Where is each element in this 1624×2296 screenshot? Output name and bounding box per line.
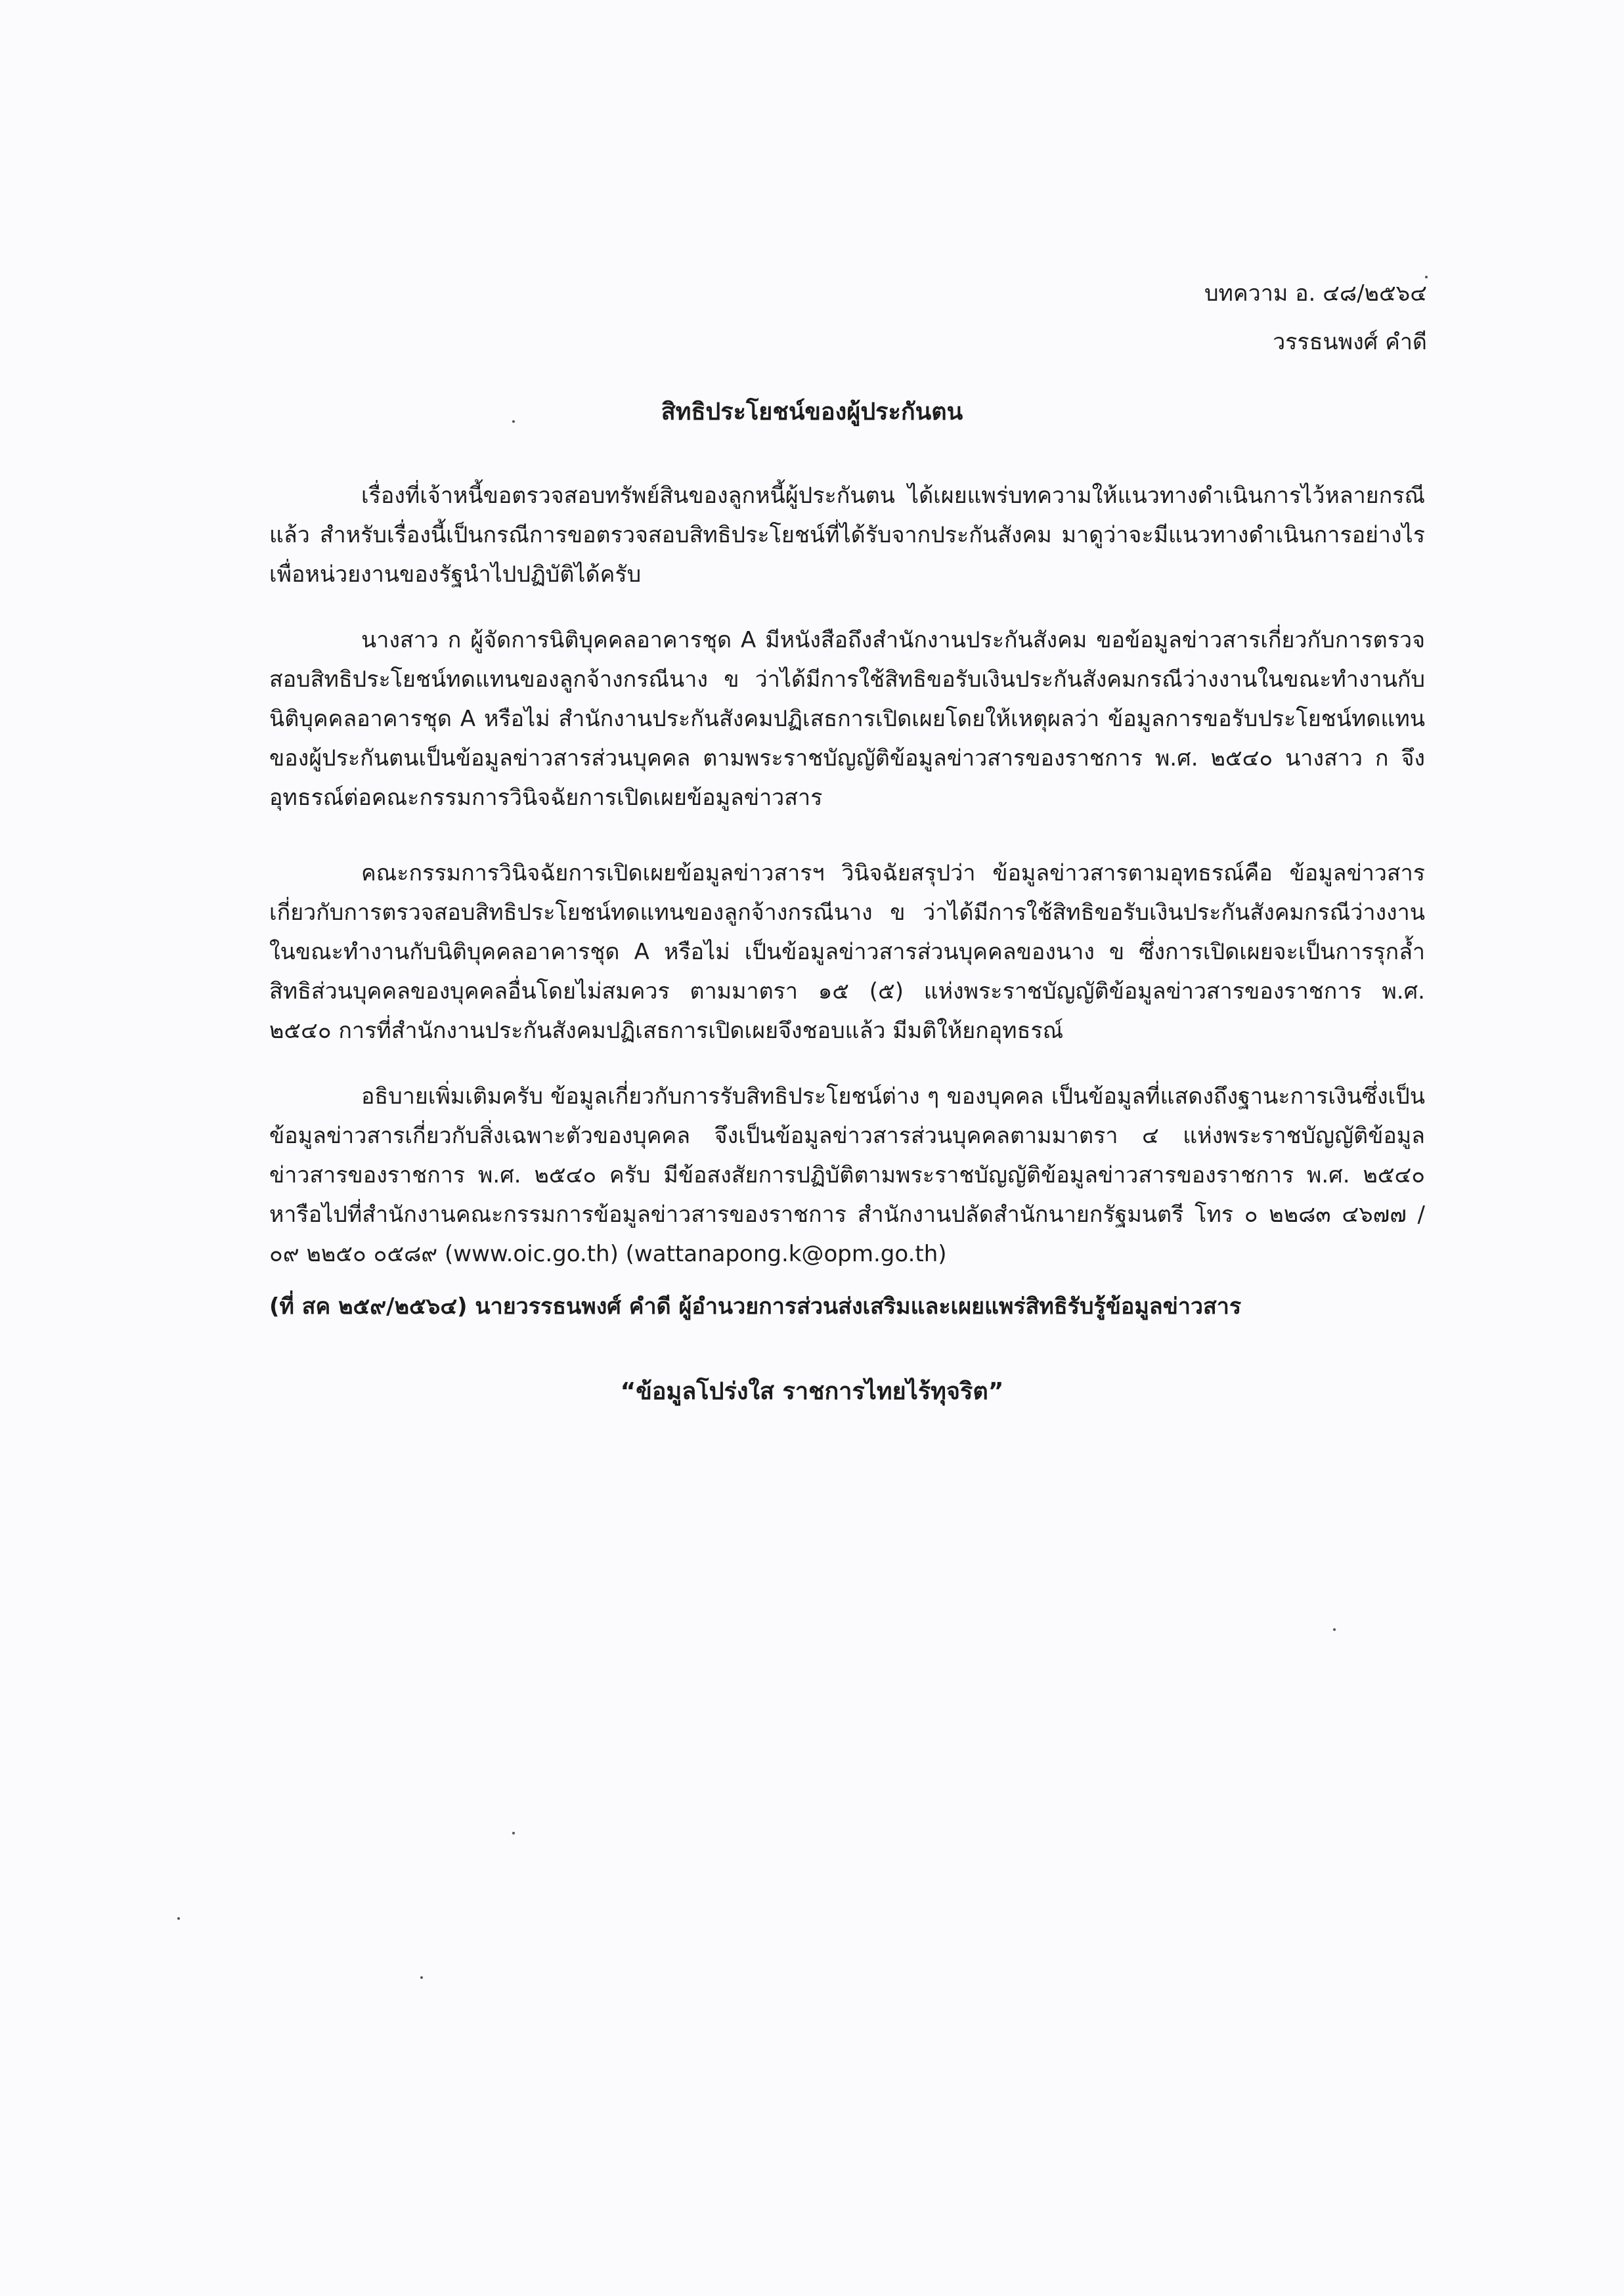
scan-speck (177, 1917, 180, 1920)
paragraph-explanation: อธิบายเพิ่มเติมครับ ข้อมูลเกี่ยวกับการรับสิทธิประโยชน์ต่าง ๆ ของบุคคล เป็นข้อมูลที่แสดงถึงฐานะการเงินซึ่งเป็นข้อมูลข่าวสารเกี่ยวกับสิ่งเฉพาะตัวของบุคคล จึงเป็นข้อมูลข่าวสารส่วนบุคคลตามมาตรา ๔ แห่งพระราชบัญญัติข้อมูลข่าวสารของราชการ พ.ศ. ๒๕๔๐ ครับ มีข้อสงสัยการปฏิบัติตามพระราชบัญญัติข้อมูลข่าวสารของราชการ พ.ศ. ๒๕๔๐ หารือไปที่สำนักงานคณะกรรมการข้อมูลข่าวสารของราชการ สำนักงานปลัดสำนักนายกรัฐมนตรี โทร ๐ ๒๒๘๓ ๔๖๗๗ / ๐๙ ๒๒๕๐ ๐๕๘๙ (www.oic.go.th) (wattanapong.k@opm.go.th) (269, 1083, 1425, 1267)
scan-speck (1333, 1628, 1336, 1631)
document-title: สิทธิประโยชน์ของผู้ประกันตน (661, 399, 963, 425)
author-name: วรรธนพงศ์ คำดี (1273, 329, 1427, 355)
paragraph-case: นางสาว ก ผู้จัดการนิติบุคคลอาคารชุด A มีหนังสือถึงสำนักงานประกันสังคม ขอข้อมูลข่าวสารเกี่ยวกับการตรวจสอบสิทธิประโยชน์ทดแทนของลูกจ้างกรณีนาง ข ว่าได้มีการใช้สิทธิขอรับเงินประกันสังคมกรณีว่างงานในขณะทำงานกับนิติบุคคลอาคารชุด A หรือไม่ สำนักงานประกันสังคมปฏิเสธการเปิดเผยโดยให้เหตุผลว่า ข้อมูลการขอรับประโยชน์ทดแทนของผู้ประกันตนเป็นข้อมูลข่าวสารส่วนบุคคล ตามพระราชบัญญัติข้อมูลข่าวสารของราชการ พ.ศ. ๒๕๔๐ นางสาว ก จึงอุทธรณ์ต่อคณะกรรมการวินิจฉัยการเปิดเผยข้อมูลข่าวสาร (269, 627, 1425, 811)
slogan: “ข้อมูลโปร่งใส ราชการไทยไร้ทุจริต” (620, 1378, 1004, 1405)
scan-speck (512, 420, 515, 423)
paragraph-ruling: คณะกรรมการวินิจฉัยการเปิดเผยข้อมูลข่าวสารฯ วินิจฉัยสรุปว่า ข้อมูลข่าวสารตามอุทธรณ์คือ ข้อมูลข่าวสารเกี่ยวกับการตรวจสอบสิทธิประโยชน์ทดแทนของลูกจ้างกรณีนาง ข ว่าได้มีการใช้สิทธิขอรับเงินประกันสังคมกรณีว่างงานในขณะทำงานกับนิติบุคคลอาคารชุด A หรือไม่ เป็นข้อมูลข่าวสารส่วนบุคคลของนาง ข ซึ่งการเปิดเผยจะเป็นการรุกล้ำสิทธิส่วนบุคคลของบุคคลอื่นโดยไม่สมควร ตามมาตรา ๑๕ (๕) แห่งพระราชบัญญัติข้อมูลข่าวสารของราชการ พ.ศ. ๒๕๔๐ การที่สำนักงานประกันสังคมปฏิเสธการเปิดเผยจึงชอบแล้ว มีมติให้ยกอุทธรณ์ (269, 860, 1425, 1044)
article-meta (836, 269, 1427, 366)
scan-speck (1425, 276, 1428, 278)
scan-speck (420, 1976, 423, 1979)
reference-line: (ที่ สค ๒๕๙/๒๕๖๔) นายวรรธนพงศ์ คำดี ผู้อำนวยการส่วนส่งเสริมและเผยแพร่สิทธิรับรู้ข้อมูลข่าวสาร (269, 1293, 1242, 1320)
article-number: บทความ อ. ๔๘/๒๕๖๔ (1204, 280, 1427, 307)
scan-speck (512, 1832, 515, 1834)
paragraph-intro: เรื่องที่เจ้าหนี้ขอตรวจสอบทรัพย์สินของลูกหนี้ผู้ประกันตน ได้เผยแพร่บทความให้แนวทางดำเนินการไว้หลายกรณีแล้ว สำหรับเรื่องนี้เป็นกรณีการขอตรวจสอบสิทธิประโยชน์ที่ได้รับจากประกันสังคม มาดูว่าจะมีแนวทางดำเนินการอย่างไร เพื่อหน่วยงานของรัฐนำไปปฏิบัติได้ครับ (269, 483, 1425, 588)
